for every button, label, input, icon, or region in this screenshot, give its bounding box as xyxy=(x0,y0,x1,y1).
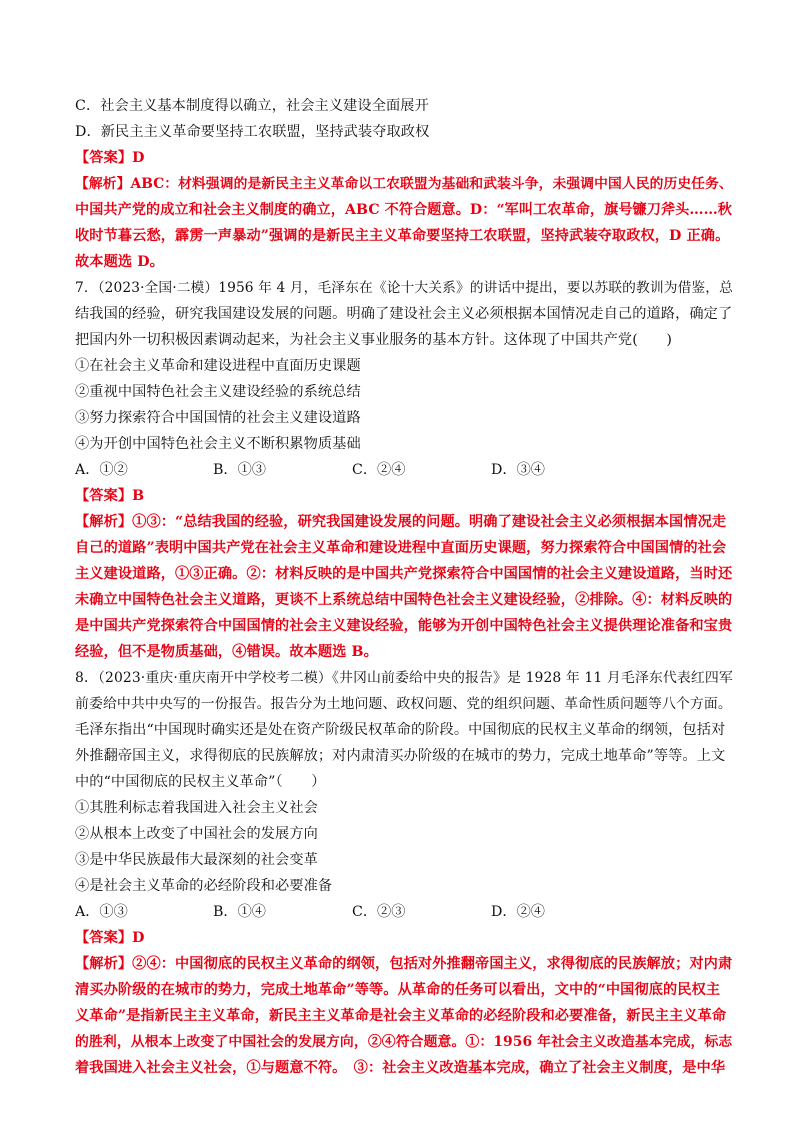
q8-stem: 8．（2023·重庆·重庆南开中学校考二模）《井冈山前委给中央的报告》是 1928 年 11 月毛泽东代表红四军 xyxy=(75,670,733,686)
q8-item: ②从根本上改变了中国社会的发展方向 xyxy=(75,826,318,842)
q7-option-b: B．①③ xyxy=(213,462,266,478)
analysis-line: 【解析】②④：中国彻底的民权主义革命的纲领，包括对外推翻帝国主义，求得彻底的民族解放；对内肃 xyxy=(75,956,733,972)
q7-option-c: C．②④ xyxy=(352,462,406,478)
q7-option-a: A．①② xyxy=(75,462,128,478)
q7-options xyxy=(75,460,735,480)
q8-stem: 外推翻帝国主义，求得彻底的民族解放；对内肃清买办阶级的在城市的势力，完成土地革命”等等。上文 xyxy=(75,748,726,764)
q7-item: ①在社会主义革命和建设进程中直面历史课题 xyxy=(75,358,361,374)
answer-label: 【答案】D xyxy=(75,930,145,946)
analysis-line: 着我国进入社会主义社会，①与题意不符。 ③：社会主义改造基本完成，确立了社会主义制度，是中华 xyxy=(75,1060,726,1076)
q8-option-d: D．②④ xyxy=(491,904,545,920)
q8-stem: 毛泽东指出“中国现时确实还是处在资产阶级民权革命的阶段。中国彻底的民权主义革命的纲领，包括对 xyxy=(75,722,726,738)
analysis-line: 中国共产党的成立和社会主义制度的确立，ABC 不符合题意。D：“军叫工农革命，旗号镰刀斧头……秋 xyxy=(75,202,733,218)
analysis-line: 自己的道路”表明中国共产党在社会主义革命和建设进程中直面历史课题，努力探索符合中国国情的社会 xyxy=(75,540,727,556)
q8-item: ③是中华民族最伟大最深刻的社会变革 xyxy=(75,852,318,868)
analysis-line: 故本题选 D。 xyxy=(75,254,164,270)
analysis-line: 主义建设道路，①③正确。②：材料反映的是中国共产党探索符合中国国情的社会主义建设道路，当时还 xyxy=(75,566,733,582)
answer-label: 【答案】D xyxy=(75,150,145,166)
analysis-line: 义革命”是指新民主主义革命，新民主主义革命是社会主义革命的必经阶段和必要准备，新民主主义革命 xyxy=(75,1008,727,1024)
q6-option-d: D．新民主主义革命要坚持工农联盟，坚持武装夺取政权 xyxy=(75,124,430,140)
q7-item: ④为开创中国特色社会主义不断积累物质基础 xyxy=(75,436,361,452)
answer-label: 【答案】B xyxy=(75,488,145,504)
q8-option-b: B．①④ xyxy=(213,904,266,920)
q7-stem: 7．（2023·全国·二模）1956 年 4 月，毛泽东在《论十大关系》的讲话中提出，要以苏联的教训为借鉴，总 xyxy=(75,280,733,296)
q7-item: ③努力探索符合中国国情的社会主义建设道路 xyxy=(75,410,361,426)
analysis-line: 是中国共产党探索符合中国国情的社会主义建设经验，能够为开创中国特色社会主义提供理论准备和宝贵 xyxy=(75,618,733,634)
q7-stem: 把国内外一切积极因素调动起来，为社会主义事业服务的基本方针。这体现了中国共产党( ) xyxy=(75,332,673,348)
analysis-line: 经验，但不是物质基础，④错误。故本题选 B。 xyxy=(75,644,378,660)
analysis-line: 清买办阶级的在城市的势力，完成土地革命”等等。从革命的任务可以看出，文中的“中国彻底的民权主 xyxy=(75,982,721,998)
q7-stem: 结我国的经验，研究我国建设发展的问题。明确了建设社会主义必须根据本国情况走自己的道路，确定了 xyxy=(75,306,733,322)
q8-item: ④是社会主义革命的必经阶段和必要准备 xyxy=(75,878,333,894)
q7-option-d: D．③④ xyxy=(491,462,545,478)
analysis-line: 【解析】ABC：材料强调的是新民主主义革命以工农联盟为基础和武装斗争，未强调中国人民的历史任务、 xyxy=(75,176,733,192)
analysis-line: 未确立中国特色社会主义道路，更谈不上系统总结中国特色社会主义建设经验，②排除。④：材料反映的 xyxy=(75,592,733,608)
q6-option-c: C．社会主义基本制度得以确立，社会主义建设全面展开 xyxy=(75,98,429,114)
q8-option-c: C．②③ xyxy=(352,904,406,920)
q8-option-a: A．①③ xyxy=(75,904,128,920)
analysis-line: 【解析】①③：“总结我国的经验，研究我国建设发展的问题。明确了建设社会主义必须根据本国情况走 xyxy=(75,514,727,530)
q8-stem: 中的“中国彻底的民权主义革命”（ ） xyxy=(75,774,326,790)
q8-item: ①其胜利标志着我国进入社会主义社会 xyxy=(75,800,318,816)
q8-stem: 前委给中共中央写的一份报告。报告分为土地问题、政权问题、党的组织问题、革命性质问题等八个方面。 xyxy=(75,696,732,712)
analysis-line: 的胜利，从根本上改变了中国社会的发展方向，②④符合题意。①：1956 年社会主义改造基本完成，标志 xyxy=(75,1034,733,1050)
q7-item: ②重视中国特色社会主义建设经验的系统总结 xyxy=(75,384,361,400)
analysis-line: 收时节暮云愁，霹雳一声暴动”强调的是新民主主义革命要坚持工农联盟，坚持武装夺取政权，D 正确。 xyxy=(75,228,730,244)
q8-options xyxy=(75,902,735,922)
